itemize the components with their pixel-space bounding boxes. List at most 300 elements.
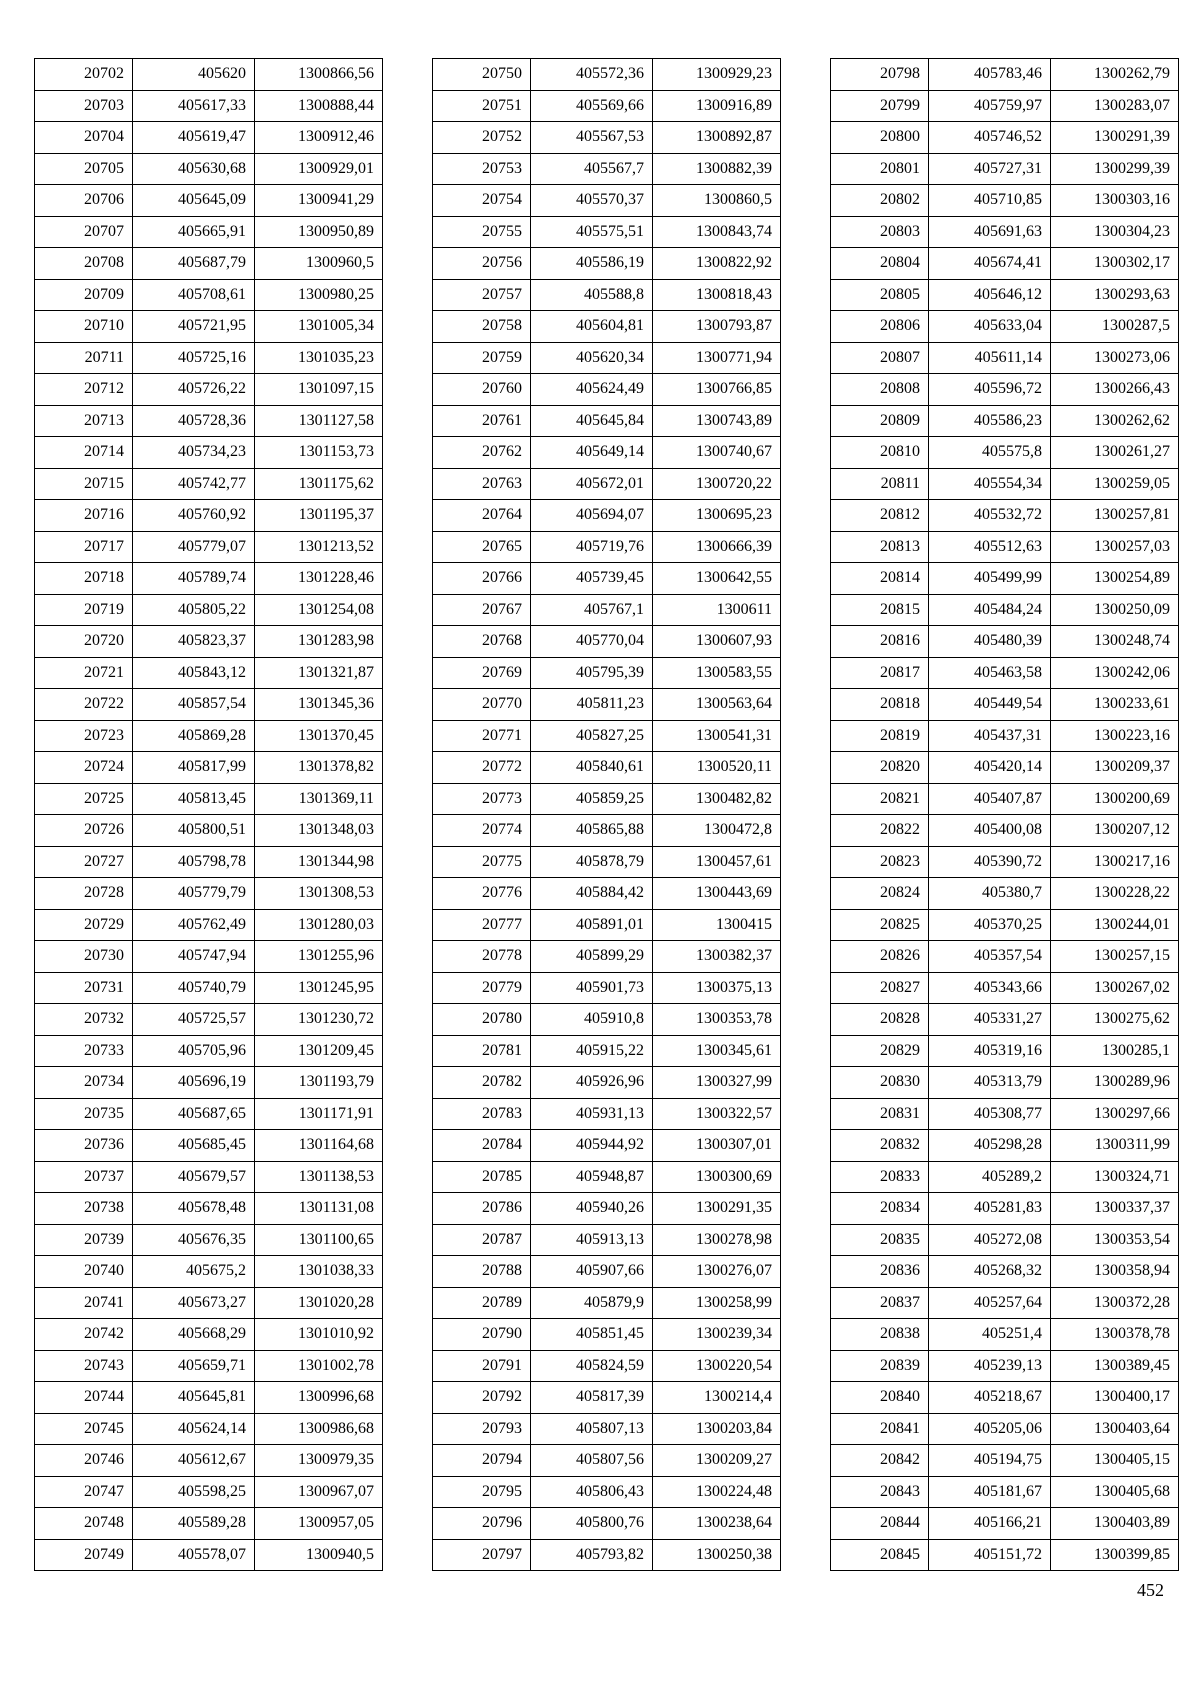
table-row (35, 153, 383, 185)
point-number-cell: 20735 (35, 1098, 133, 1130)
x-coordinate-cell: 405567,7 (531, 153, 653, 185)
y-coordinate-cell: 1301228,46 (255, 563, 383, 595)
y-coordinate-cell: 1300291,35 (653, 1193, 781, 1225)
x-coordinate-cell: 405907,66 (531, 1256, 653, 1288)
y-coordinate-cell: 1300257,15 (1051, 941, 1179, 973)
y-coordinate-cell: 1300957,05 (255, 1508, 383, 1540)
x-coordinate-cell: 405575,8 (929, 437, 1051, 469)
y-coordinate-cell: 1300929,23 (653, 59, 781, 91)
y-coordinate-cell: 1300372,28 (1051, 1287, 1179, 1319)
point-number-cell: 20727 (35, 846, 133, 878)
x-coordinate-cell: 405719,76 (531, 531, 653, 563)
table-row (35, 216, 383, 248)
table-row (35, 783, 383, 815)
point-number-cell: 20709 (35, 279, 133, 311)
table-row (35, 1256, 383, 1288)
point-number-cell: 20743 (35, 1350, 133, 1382)
table-row (433, 185, 781, 217)
point-number-cell: 20711 (35, 342, 133, 374)
x-coordinate-cell: 405289,2 (929, 1161, 1051, 1193)
y-coordinate-cell: 1300250,38 (653, 1539, 781, 1571)
x-coordinate-cell: 405604,81 (531, 311, 653, 343)
y-coordinate-cell: 1300261,27 (1051, 437, 1179, 469)
y-coordinate-cell: 1301138,53 (255, 1161, 383, 1193)
y-coordinate-cell: 1300941,29 (255, 185, 383, 217)
x-coordinate-cell: 405734,23 (133, 437, 255, 469)
table-row (35, 752, 383, 784)
point-number-cell: 20760 (433, 374, 531, 406)
x-coordinate-cell: 405884,42 (531, 878, 653, 910)
table-row (831, 689, 1179, 721)
x-coordinate-cell: 405268,32 (929, 1256, 1051, 1288)
point-number-cell: 20807 (831, 342, 929, 374)
point-number-cell: 20791 (433, 1350, 531, 1382)
point-number-cell: 20769 (433, 657, 531, 689)
y-coordinate-cell: 1300400,17 (1051, 1382, 1179, 1414)
point-number-cell: 20783 (433, 1098, 531, 1130)
point-number-cell: 20777 (433, 909, 531, 941)
point-number-cell: 20813 (831, 531, 929, 563)
point-number-cell: 20702 (35, 59, 133, 91)
y-coordinate-cell: 1300337,37 (1051, 1193, 1179, 1225)
y-coordinate-cell: 1300209,37 (1051, 752, 1179, 784)
y-coordinate-cell: 1300912,46 (255, 122, 383, 154)
y-coordinate-cell: 1301127,58 (255, 405, 383, 437)
table-row (35, 342, 383, 374)
table-row (35, 846, 383, 878)
point-number-cell: 20741 (35, 1287, 133, 1319)
x-coordinate-cell: 405645,09 (133, 185, 255, 217)
x-coordinate-cell: 405570,37 (531, 185, 653, 217)
table-row (831, 720, 1179, 752)
table-row (433, 1350, 781, 1382)
point-number-cell: 20803 (831, 216, 929, 248)
y-coordinate-cell: 1300882,39 (653, 153, 781, 185)
x-coordinate-cell: 405687,65 (133, 1098, 255, 1130)
y-coordinate-cell: 1301175,62 (255, 468, 383, 500)
x-coordinate-cell: 405313,79 (929, 1067, 1051, 1099)
point-number-cell: 20737 (35, 1161, 133, 1193)
point-number-cell: 20790 (433, 1319, 531, 1351)
x-coordinate-cell: 405281,83 (929, 1193, 1051, 1225)
table-row (35, 1350, 383, 1382)
x-coordinate-cell: 405420,14 (929, 752, 1051, 784)
table-row (35, 1224, 383, 1256)
point-number-cell: 20764 (433, 500, 531, 532)
point-number-cell: 20719 (35, 594, 133, 626)
table-row (433, 720, 781, 752)
x-coordinate-cell: 405598,25 (133, 1476, 255, 1508)
x-coordinate-cell: 405793,82 (531, 1539, 653, 1571)
table-row (35, 1539, 383, 1571)
x-coordinate-cell: 405915,22 (531, 1035, 653, 1067)
table-row (35, 972, 383, 1004)
x-coordinate-cell: 405578,07 (133, 1539, 255, 1571)
point-number-cell: 20808 (831, 374, 929, 406)
x-coordinate-cell: 405257,64 (929, 1287, 1051, 1319)
y-coordinate-cell: 1301010,92 (255, 1319, 383, 1351)
x-coordinate-cell: 405926,96 (531, 1067, 653, 1099)
point-number-cell: 20811 (831, 468, 929, 500)
x-coordinate-cell: 405726,22 (133, 374, 255, 406)
x-coordinate-cell: 405789,74 (133, 563, 255, 595)
x-coordinate-cell: 405407,87 (929, 783, 1051, 815)
y-coordinate-cell: 1301378,82 (255, 752, 383, 784)
point-number-cell: 20766 (433, 563, 531, 595)
point-number-cell: 20801 (831, 153, 929, 185)
y-coordinate-cell: 1300239,34 (653, 1319, 781, 1351)
x-coordinate-cell: 405940,26 (531, 1193, 653, 1225)
x-coordinate-cell: 405691,63 (929, 216, 1051, 248)
point-number-cell: 20785 (433, 1161, 531, 1193)
y-coordinate-cell: 1300888,44 (255, 90, 383, 122)
point-number-cell: 20750 (433, 59, 531, 91)
point-number-cell: 20740 (35, 1256, 133, 1288)
table-row (35, 1287, 383, 1319)
y-coordinate-cell: 1300244,01 (1051, 909, 1179, 941)
point-number-cell: 20767 (433, 594, 531, 626)
point-number-cell: 20730 (35, 941, 133, 973)
point-number-cell: 20723 (35, 720, 133, 752)
x-coordinate-cell: 405740,79 (133, 972, 255, 1004)
x-coordinate-cell: 405817,99 (133, 752, 255, 784)
x-coordinate-cell: 405678,48 (133, 1193, 255, 1225)
table-row (433, 342, 781, 374)
y-coordinate-cell: 1300257,03 (1051, 531, 1179, 563)
y-coordinate-cell: 1300207,12 (1051, 815, 1179, 847)
table-row (831, 248, 1179, 280)
point-number-cell: 20770 (433, 689, 531, 721)
y-coordinate-cell: 1301370,45 (255, 720, 383, 752)
table-row (35, 689, 383, 721)
table-row (35, 1161, 383, 1193)
point-number-cell: 20820 (831, 752, 929, 784)
point-number-cell: 20746 (35, 1445, 133, 1477)
table-row (35, 531, 383, 563)
table-row (831, 1413, 1179, 1445)
table-row (433, 941, 781, 973)
y-coordinate-cell: 1300405,15 (1051, 1445, 1179, 1477)
x-coordinate-cell: 405760,92 (133, 500, 255, 532)
x-coordinate-cell: 405851,45 (531, 1319, 653, 1351)
table-row (831, 626, 1179, 658)
table-row (35, 563, 383, 595)
table-row (433, 1413, 781, 1445)
point-number-cell: 20703 (35, 90, 133, 122)
x-coordinate-cell: 405857,54 (133, 689, 255, 721)
x-coordinate-cell: 405272,08 (929, 1224, 1051, 1256)
x-coordinate-cell: 405194,75 (929, 1445, 1051, 1477)
point-number-cell: 20776 (433, 878, 531, 910)
point-number-cell: 20758 (433, 311, 531, 343)
y-coordinate-cell: 1300289,96 (1051, 1067, 1179, 1099)
point-number-cell: 20726 (35, 815, 133, 847)
y-coordinate-cell: 1300209,27 (653, 1445, 781, 1477)
point-number-cell: 20712 (35, 374, 133, 406)
x-coordinate-cell: 405298,28 (929, 1130, 1051, 1162)
coordinate-table-3 (830, 58, 1179, 1571)
point-number-cell: 20733 (35, 1035, 133, 1067)
point-number-cell: 20780 (433, 1004, 531, 1036)
coordinate-table-1 (34, 58, 383, 1571)
y-coordinate-cell: 1301171,91 (255, 1098, 383, 1130)
table-row (831, 185, 1179, 217)
table-row (433, 405, 781, 437)
y-coordinate-cell: 1300980,25 (255, 279, 383, 311)
y-coordinate-cell: 1300259,05 (1051, 468, 1179, 500)
y-coordinate-cell: 1300960,5 (255, 248, 383, 280)
point-number-cell: 20843 (831, 1476, 929, 1508)
table-row (831, 1382, 1179, 1414)
x-coordinate-cell: 405586,23 (929, 405, 1051, 437)
y-coordinate-cell: 1300642,55 (653, 563, 781, 595)
x-coordinate-cell: 405554,34 (929, 468, 1051, 500)
y-coordinate-cell: 1300303,16 (1051, 185, 1179, 217)
table-row (433, 563, 781, 595)
x-coordinate-cell: 405239,13 (929, 1350, 1051, 1382)
point-number-cell: 20751 (433, 90, 531, 122)
table-row (433, 1035, 781, 1067)
y-coordinate-cell: 1301153,73 (255, 437, 383, 469)
table-row (433, 216, 781, 248)
table-row (35, 878, 383, 910)
point-number-cell: 20747 (35, 1476, 133, 1508)
x-coordinate-cell: 405767,1 (531, 594, 653, 626)
y-coordinate-cell: 1300666,39 (653, 531, 781, 563)
point-number-cell: 20788 (433, 1256, 531, 1288)
y-coordinate-cell: 1301005,34 (255, 311, 383, 343)
table-row (831, 531, 1179, 563)
x-coordinate-cell: 405817,39 (531, 1382, 653, 1414)
y-coordinate-cell: 1300285,1 (1051, 1035, 1179, 1067)
table-row (35, 437, 383, 469)
point-number-cell: 20797 (433, 1539, 531, 1571)
table-row (35, 185, 383, 217)
point-number-cell: 20755 (433, 216, 531, 248)
x-coordinate-cell: 405824,59 (531, 1350, 653, 1382)
point-number-cell: 20838 (831, 1319, 929, 1351)
table-row (433, 1130, 781, 1162)
y-coordinate-cell: 1300267,02 (1051, 972, 1179, 1004)
x-coordinate-cell: 405624,14 (133, 1413, 255, 1445)
y-coordinate-cell: 1300866,56 (255, 59, 383, 91)
y-coordinate-cell: 1300300,69 (653, 1161, 781, 1193)
table-row (433, 122, 781, 154)
table-row (35, 1004, 383, 1036)
y-coordinate-cell: 1301321,87 (255, 657, 383, 689)
x-coordinate-cell: 405687,79 (133, 248, 255, 280)
point-number-cell: 20792 (433, 1382, 531, 1414)
point-number-cell: 20814 (831, 563, 929, 595)
table-row (35, 720, 383, 752)
point-number-cell: 20804 (831, 248, 929, 280)
point-number-cell: 20817 (831, 657, 929, 689)
y-coordinate-cell: 1301209,45 (255, 1035, 383, 1067)
table-row (831, 594, 1179, 626)
x-coordinate-cell: 405783,46 (929, 59, 1051, 91)
y-coordinate-cell: 1300220,54 (653, 1350, 781, 1382)
point-number-cell: 20782 (433, 1067, 531, 1099)
y-coordinate-cell: 1300291,39 (1051, 122, 1179, 154)
x-coordinate-cell: 405251,4 (929, 1319, 1051, 1351)
x-coordinate-cell: 405588,8 (531, 279, 653, 311)
point-number-cell: 20833 (831, 1161, 929, 1193)
point-number-cell: 20739 (35, 1224, 133, 1256)
y-coordinate-cell: 1300382,37 (653, 941, 781, 973)
x-coordinate-cell: 405357,54 (929, 941, 1051, 973)
point-number-cell: 20819 (831, 720, 929, 752)
y-coordinate-cell: 1300233,61 (1051, 689, 1179, 721)
x-coordinate-cell: 405891,01 (531, 909, 653, 941)
table-row (831, 59, 1179, 91)
point-number-cell: 20784 (433, 1130, 531, 1162)
x-coordinate-cell: 405843,12 (133, 657, 255, 689)
y-coordinate-cell: 1300822,92 (653, 248, 781, 280)
x-coordinate-cell: 405840,61 (531, 752, 653, 784)
x-coordinate-cell: 405674,41 (929, 248, 1051, 280)
y-coordinate-cell: 1300860,5 (653, 185, 781, 217)
point-number-cell: 20707 (35, 216, 133, 248)
table-row (433, 531, 781, 563)
x-coordinate-cell: 405779,79 (133, 878, 255, 910)
x-coordinate-cell: 405668,29 (133, 1319, 255, 1351)
y-coordinate-cell: 1300940,5 (255, 1539, 383, 1571)
y-coordinate-cell: 1300353,78 (653, 1004, 781, 1036)
table-row (433, 1287, 781, 1319)
y-coordinate-cell: 1300740,67 (653, 437, 781, 469)
table-row (831, 500, 1179, 532)
x-coordinate-cell: 405823,37 (133, 626, 255, 658)
point-number-cell: 20745 (35, 1413, 133, 1445)
y-coordinate-cell: 1300266,43 (1051, 374, 1179, 406)
y-coordinate-cell: 1300358,94 (1051, 1256, 1179, 1288)
point-number-cell: 20729 (35, 909, 133, 941)
x-coordinate-cell: 405708,61 (133, 279, 255, 311)
point-number-cell: 20708 (35, 248, 133, 280)
point-number-cell: 20816 (831, 626, 929, 658)
table-row (35, 1413, 383, 1445)
table-row (831, 405, 1179, 437)
table-row (35, 1067, 383, 1099)
x-coordinate-cell: 405390,72 (929, 846, 1051, 878)
y-coordinate-cell: 1300771,94 (653, 342, 781, 374)
y-coordinate-cell: 1300287,5 (1051, 311, 1179, 343)
point-number-cell: 20713 (35, 405, 133, 437)
x-coordinate-cell: 405612,67 (133, 1445, 255, 1477)
point-number-cell: 20786 (433, 1193, 531, 1225)
point-number-cell: 20706 (35, 185, 133, 217)
table-row (35, 941, 383, 973)
y-coordinate-cell: 1300986,68 (255, 1413, 383, 1445)
point-number-cell: 20731 (35, 972, 133, 1004)
point-number-cell: 20825 (831, 909, 929, 941)
y-coordinate-cell: 1300607,93 (653, 626, 781, 658)
x-coordinate-cell: 405865,88 (531, 815, 653, 847)
table-row (831, 1350, 1179, 1382)
y-coordinate-cell: 1300399,85 (1051, 1539, 1179, 1571)
y-coordinate-cell: 1300302,17 (1051, 248, 1179, 280)
point-number-cell: 20802 (831, 185, 929, 217)
x-coordinate-cell: 405620 (133, 59, 255, 91)
table-row (433, 783, 781, 815)
table-row (831, 374, 1179, 406)
y-coordinate-cell: 1300929,01 (255, 153, 383, 185)
x-coordinate-cell: 405742,77 (133, 468, 255, 500)
x-coordinate-cell: 405673,27 (133, 1287, 255, 1319)
x-coordinate-cell: 405805,22 (133, 594, 255, 626)
x-coordinate-cell: 405630,68 (133, 153, 255, 185)
y-coordinate-cell: 1301100,65 (255, 1224, 383, 1256)
y-coordinate-cell: 1300743,89 (653, 405, 781, 437)
table-row (831, 1508, 1179, 1540)
point-number-cell: 20806 (831, 311, 929, 343)
table-row (433, 1161, 781, 1193)
table-row (433, 626, 781, 658)
y-coordinate-cell: 1300695,23 (653, 500, 781, 532)
point-number-cell: 20822 (831, 815, 929, 847)
table-row (35, 468, 383, 500)
x-coordinate-cell: 405813,45 (133, 783, 255, 815)
y-coordinate-cell: 1301344,98 (255, 846, 383, 878)
point-number-cell: 20835 (831, 1224, 929, 1256)
x-coordinate-cell: 405620,34 (531, 342, 653, 374)
point-number-cell: 20742 (35, 1319, 133, 1351)
table-row (831, 1193, 1179, 1225)
point-number-cell: 20787 (433, 1224, 531, 1256)
x-coordinate-cell: 405331,27 (929, 1004, 1051, 1036)
table-row (35, 1098, 383, 1130)
point-number-cell: 20775 (433, 846, 531, 878)
x-coordinate-cell: 405532,72 (929, 500, 1051, 532)
x-coordinate-cell: 405913,13 (531, 1224, 653, 1256)
y-coordinate-cell: 1300257,81 (1051, 500, 1179, 532)
table-row (433, 972, 781, 1004)
point-number-cell: 20818 (831, 689, 929, 721)
point-number-cell: 20725 (35, 783, 133, 815)
y-coordinate-cell: 1300322,57 (653, 1098, 781, 1130)
x-coordinate-cell: 405725,16 (133, 342, 255, 374)
x-coordinate-cell: 405721,95 (133, 311, 255, 343)
y-coordinate-cell: 1301002,78 (255, 1350, 383, 1382)
table-row (831, 437, 1179, 469)
table-row (35, 1508, 383, 1540)
table-row (35, 500, 383, 532)
y-coordinate-cell: 1300916,89 (653, 90, 781, 122)
x-coordinate-cell: 405746,52 (929, 122, 1051, 154)
point-number-cell: 20768 (433, 626, 531, 658)
table-row (35, 1193, 383, 1225)
y-coordinate-cell: 1300482,82 (653, 783, 781, 815)
point-number-cell: 20829 (831, 1035, 929, 1067)
table-row (831, 1067, 1179, 1099)
point-number-cell: 20774 (433, 815, 531, 847)
table-row (831, 279, 1179, 311)
y-coordinate-cell: 1300217,16 (1051, 846, 1179, 878)
x-coordinate-cell: 405807,13 (531, 1413, 653, 1445)
x-coordinate-cell: 405166,21 (929, 1508, 1051, 1540)
point-number-cell: 20704 (35, 122, 133, 154)
point-number-cell: 20836 (831, 1256, 929, 1288)
y-coordinate-cell: 1300311,99 (1051, 1130, 1179, 1162)
table-row (433, 437, 781, 469)
table-row (433, 752, 781, 784)
y-coordinate-cell: 1300892,87 (653, 122, 781, 154)
y-coordinate-cell: 1301245,95 (255, 972, 383, 1004)
table-row (35, 279, 383, 311)
y-coordinate-cell: 1301345,36 (255, 689, 383, 721)
y-coordinate-cell: 1300979,35 (255, 1445, 383, 1477)
x-coordinate-cell: 405739,45 (531, 563, 653, 595)
